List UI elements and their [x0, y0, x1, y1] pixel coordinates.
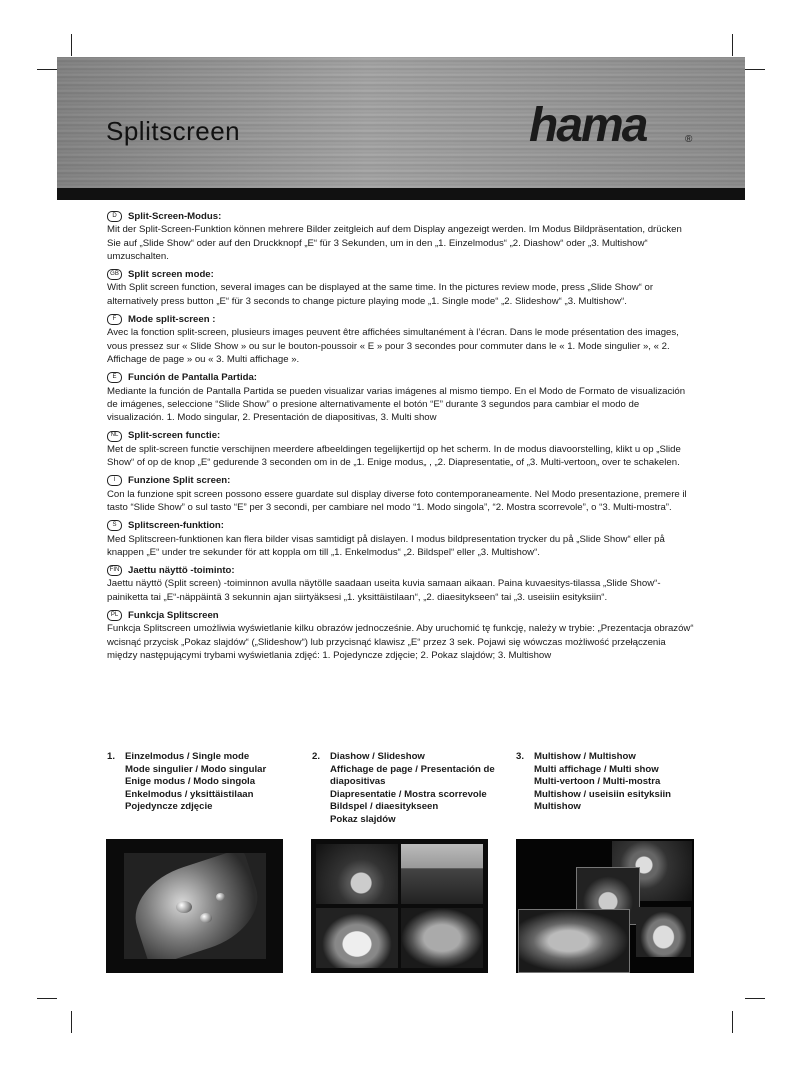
- mode-line: Enkelmodus / yksittäistilaan: [125, 788, 254, 800]
- mode-line: Multishow: [534, 801, 581, 812]
- mode-line: Pokaz slajdów: [330, 813, 396, 825]
- mode-line: Mode singulier / Modo singular: [125, 763, 267, 775]
- cherries-thumb: [316, 844, 398, 904]
- section-text: Met de split-screen functie verschijnen meerdere afbeeldingen tegelijkertijd op het scherm. In de modus diavoorstelling, klikt u op „Slide Show“ of op de knop „E“ gedurende 3 seconden om in de „1. Enige modus„ , „2. Diapresentatie„ of „3. Multi-vertoon„ over te schakelen.: [107, 443, 681, 469]
- mode-number: 2.: [312, 751, 321, 762]
- crop-mark: [745, 69, 765, 70]
- crop-mark: [37, 69, 57, 70]
- crop-mark: [732, 34, 733, 56]
- section-de: [107, 210, 697, 263]
- water-drop: [176, 901, 192, 913]
- mode-line: Diapresentatie / Mostra scorrevole: [330, 788, 487, 800]
- leaf-shape: [124, 853, 266, 959]
- section-text: Jaettu näyttö (Split screen) -toiminnon avulla näytölle saadaan useita kuvia samaan aikaan. Paina kuvaesitys-tilassa „Slide Show“-painiketta tai „E“-näppäintä 3 sekunnin ajan siirtyäksesi „1. yksittäistilaan“, „2. diaesitykseen“ tai „3. useisiin esityksiin“.: [107, 578, 661, 603]
- mode-line: Bildspel / diaesitykseen: [330, 801, 439, 812]
- language-badge: NL: [107, 431, 122, 442]
- single-mode-photo: [106, 839, 283, 973]
- language-badge: F: [107, 314, 122, 325]
- mode-line: Einzelmodus / Single mode: [125, 751, 250, 762]
- section-gb: [107, 268, 697, 308]
- mode-single: [107, 751, 266, 814]
- section-pl: [107, 609, 697, 662]
- mode-number: 3.: [516, 751, 525, 762]
- crop-mark: [71, 34, 72, 56]
- mode-line: Multishow / useisiin esityksiin: [534, 788, 672, 800]
- section-f: [107, 313, 697, 366]
- crop-mark: [732, 1011, 733, 1033]
- section-text: Con la funzione spit screen possono essere guardate sul display diverse foto contemporaneamente. Nel Modo presentazione, premere il tasto “Slide Show” o sul tasto “E” per 3 secondi, per cambiare nel modo “1. Modo singola”, “2. Mostra scorrevole”, o “3. Multi-mostra”.: [107, 488, 687, 513]
- lotus-thumb: [636, 907, 691, 957]
- leaf-image: [124, 853, 266, 959]
- hama-logo: hama: [529, 99, 647, 152]
- instructions: [107, 210, 697, 667]
- language-badge: S: [107, 520, 122, 531]
- crop-mark: [37, 998, 57, 999]
- language-badge: FIN: [107, 565, 122, 576]
- language-badge: E: [107, 372, 122, 383]
- mode-line: Pojedyncze zdjęcie: [125, 801, 213, 812]
- mode-multishow: [516, 751, 671, 814]
- mode-number: 1.: [107, 751, 116, 762]
- landscape-thumb: [401, 844, 483, 904]
- leaf-thumb: [401, 908, 483, 968]
- section-heading: Jaettu näyttö -toiminto:: [128, 565, 235, 577]
- lotus-thumb: [316, 908, 398, 968]
- section-heading: Mode split-screen :: [128, 314, 216, 326]
- section-text: With Split screen function, several images can be displayed at the same time. In the pictures review mode, press „Slide Show“ or alternatively press button „E“ für 3 seconds to change picture playing mode „1. Single mode“ „2. Slideshow“ „3. Multishow“.: [107, 282, 654, 307]
- section-heading: Splitscreen-funktion:: [128, 520, 224, 532]
- language-badge: GB: [107, 269, 122, 280]
- section-text: Mit der Split-Screen-Funktion können mehrere Bilder zeitgleich auf dem Display angezeigt werden. Im Modus Bildpräsentation, drücken Sie auf „Slide Show“ oder auf den Druckknopf „E“ für 3 Sekunden, um in den „1. Einzelmodus“ „2. Diashow“ oder „3. Multishow“ umzuschalten.: [107, 224, 682, 262]
- crop-mark: [71, 1011, 72, 1033]
- section-heading: Funkcja Splitscreen: [128, 610, 219, 622]
- leaf-thumb: [518, 909, 630, 973]
- mode-line: Multishow / Multishow: [534, 751, 636, 762]
- section-s: [107, 519, 697, 559]
- section-text: Avec la fonction split-screen, plusieurs images peuvent être affichées simultanément à l’écran. Dans le mode présentation des images, vous pressez sur « Slide Show » ou sur le bouton-poussoir « E » pour 3 secondes pour commuter dans le « 1. Mode singulier », « 2. Affichage de page » ou « 3. Multi affichage ».: [107, 327, 679, 365]
- mode-line: Affichage de page / Presentación de: [330, 763, 495, 775]
- registered-mark: ®: [685, 134, 693, 145]
- mode-line: diapositivas: [330, 776, 386, 787]
- section-nl: [107, 429, 697, 469]
- page-title: Splitscreen: [106, 116, 241, 146]
- mode-slideshow: [312, 751, 495, 826]
- section-heading: Split screen mode:: [128, 269, 214, 281]
- language-badge: PL: [107, 610, 122, 621]
- multishow-photo: [516, 839, 694, 973]
- mode-line: Multi-vertoon / Multi-mostra: [534, 776, 661, 787]
- mode-line: Enige modus / Modo singola: [125, 776, 256, 787]
- language-badge: I: [107, 475, 122, 486]
- slideshow-photo: [311, 839, 488, 973]
- mode-line: Diashow / Slideshow: [330, 751, 425, 762]
- header-divider: [57, 188, 745, 200]
- section-heading: Función de Pantalla Partida:: [128, 372, 258, 384]
- water-drop: [200, 913, 212, 923]
- water-drop: [216, 893, 225, 901]
- section-text: Funkcja Splitscreen umożliwia wyświetlanie kilku obrazów jednocześnie. Aby uruchomić tę funkcję, należy w trybie: „Prezentacja obrazów“ wcisnąć przycisk „Pokaz slajdów“ („Slideshow“) lub przycisnąć klawisz „E“ przez 3 sek. Pojawi się wówczas możliwość przełączenia między następującymi trybami wyświetlania zdjęć: 1. Pojedyncze zdjęcie; 2. Pokaz slajdów; 3. Multishow: [107, 623, 694, 661]
- section-fin: [107, 564, 697, 604]
- crop-mark: [745, 998, 765, 999]
- section-text: Med Splitscreen-funktionen kan flera bilder visas samtidigt på dislayen. I modus bildpresentation trycker du på „Slide Show“ eller på knappen „E“ under tre sekunder för att koppla om till „1. Enkelmodus“ „2. Bildspel“ eller „3. Multishow“.: [107, 533, 665, 558]
- section-i: [107, 474, 697, 514]
- section-text: Mediante la función de Pantalla Partida se pueden visualizar varias imágenes al mismo tiempo. En el Modo de Formato de visualización de imágenes, seleccione “Slide Show” o presione alternativamente el botón “E” durante 3 segundos para cambiar el modo de visualización. 1. Modo singular, 2. Presentación de diapositivas, 3. Multi show: [107, 385, 686, 424]
- language-badge: D: [107, 211, 122, 222]
- section-heading: Funzione Split screen:: [128, 475, 231, 487]
- section-heading: Split-screen functie:: [128, 430, 221, 442]
- mode-line: Multi affichage / Multi show: [534, 763, 659, 775]
- section-e: [107, 371, 697, 424]
- section-heading: Split-Screen-Modus:: [128, 211, 222, 222]
